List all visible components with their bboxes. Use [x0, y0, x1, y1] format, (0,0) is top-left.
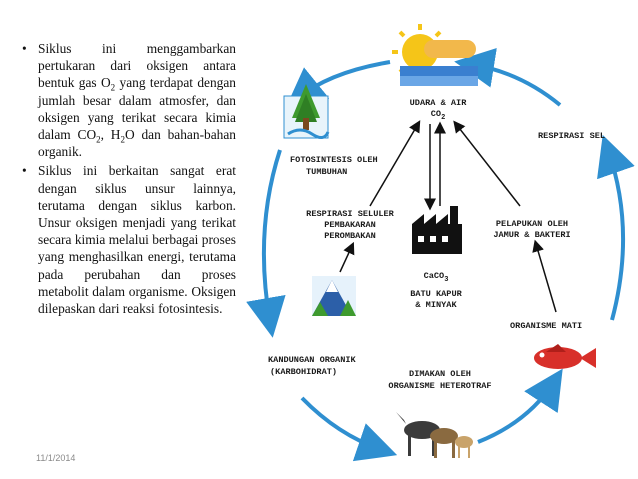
cycle-arrow-top-left [298, 62, 390, 98]
factory-icon [412, 206, 462, 254]
dimakan-label-2: ORGANISME HETEROTRAF [388, 381, 492, 391]
dimakan-label-1: DIMAKAN OLEH [409, 369, 471, 379]
respirasi-seluler-label-2: PEMBAKARAN [324, 220, 376, 230]
co2-main: CO [430, 109, 442, 119]
co2-subscript: 2 [96, 134, 101, 145]
fish-icon [534, 344, 596, 369]
kandungan-organik-label-1: KANDUNGAN ORGANIK [268, 355, 356, 365]
caco3-main: CaCO [423, 271, 445, 281]
batu-kapur-label-2: & MINYAK [415, 300, 457, 310]
cycle-arrow-right-up [608, 150, 623, 320]
cycle-arrow-left-down [264, 150, 280, 322]
respirasi-seluler-label-1: RESPIRASI SELULER [306, 209, 394, 219]
cycle-arrow-bottom-right [478, 382, 554, 442]
caco3-sub: 3 [444, 276, 449, 284]
slide-text [22, 40, 236, 319]
animals-icon [396, 412, 473, 458]
bullet-2-text: Siklus ini berkaitan sangat erat dengan siklus unsur lainnya, terutama dengan siklus karbon. Unsur oksigen menjadi yang terikat secara kimia melalui berbagai proses yang menghasilkan energi, terutama pada perubahan dan proses metabolit dalam organisme. Oksigen dilepaskan dari reaksi fotosintesis. [38, 163, 236, 317]
mountain-icon [312, 276, 356, 316]
cloud-icon [424, 40, 476, 58]
bullet-dot: • [22, 41, 27, 56]
respirasi-seluler-label-3: PEROMBAKAN [324, 231, 376, 241]
bullet-1-text-a: Siklus ini menggambarkan pertukaran dari oksigen antara bentuk gas O [38, 41, 236, 91]
tree-icon [284, 84, 328, 138]
pelapukan-label-1: PELAPUKAN OLEH [495, 219, 569, 229]
fotosintesis-label-1: FOTOSINTESIS OLEH [290, 155, 378, 165]
organisme-mati-label: ORGANISME MATI [510, 321, 583, 331]
bullet-1-text-b: yang terdapat dengan jumlah besar dalam atmosfer, dan oksigen yang terikat secara kimia dalam CO [38, 75, 236, 143]
bullet-1-text-d: O dan bahan-bahan organik. [38, 127, 236, 160]
h2o-subscript: 2 [120, 134, 125, 145]
arrow-organic-to-respirasi [340, 246, 352, 272]
kandungan-organik-label-2: (KARBOHIDRAT) [270, 367, 338, 377]
cycle-arrow-top-right [470, 64, 560, 105]
caco3-label [424, 271, 449, 284]
fotosintesis-label-2: TUMBUHAN [306, 167, 348, 177]
bullet-carbon-link [22, 162, 236, 317]
batu-kapur-label-1: BATU KAPUR [410, 289, 462, 299]
arrow-dead-to-pelapukan [536, 244, 556, 312]
slide-date: 11/1/2014 [36, 453, 76, 463]
arrow-respirasi-to-co2 [370, 124, 418, 206]
oxygen-cycle-diagram [240, 10, 638, 479]
co2-sub: 2 [441, 114, 446, 122]
arrow-pelapukan-to-co2 [456, 124, 520, 206]
bullet-dot: • [22, 163, 27, 179]
co2-label [431, 109, 446, 122]
pelapukan-label-2: JAMUR & BAKTERI [493, 230, 571, 240]
bullet-1-text-c: , H [100, 127, 121, 143]
udara-air-label: UDARA & AIR [409, 98, 467, 108]
sky-water-icon [400, 76, 478, 86]
bullet-oxygen-exchange [22, 40, 236, 160]
cycle-arrow-bottom-left [302, 398, 382, 450]
o2-subscript: 2 [110, 83, 116, 94]
respirasi-sel-label: RESPIRASI SEL [538, 131, 606, 141]
